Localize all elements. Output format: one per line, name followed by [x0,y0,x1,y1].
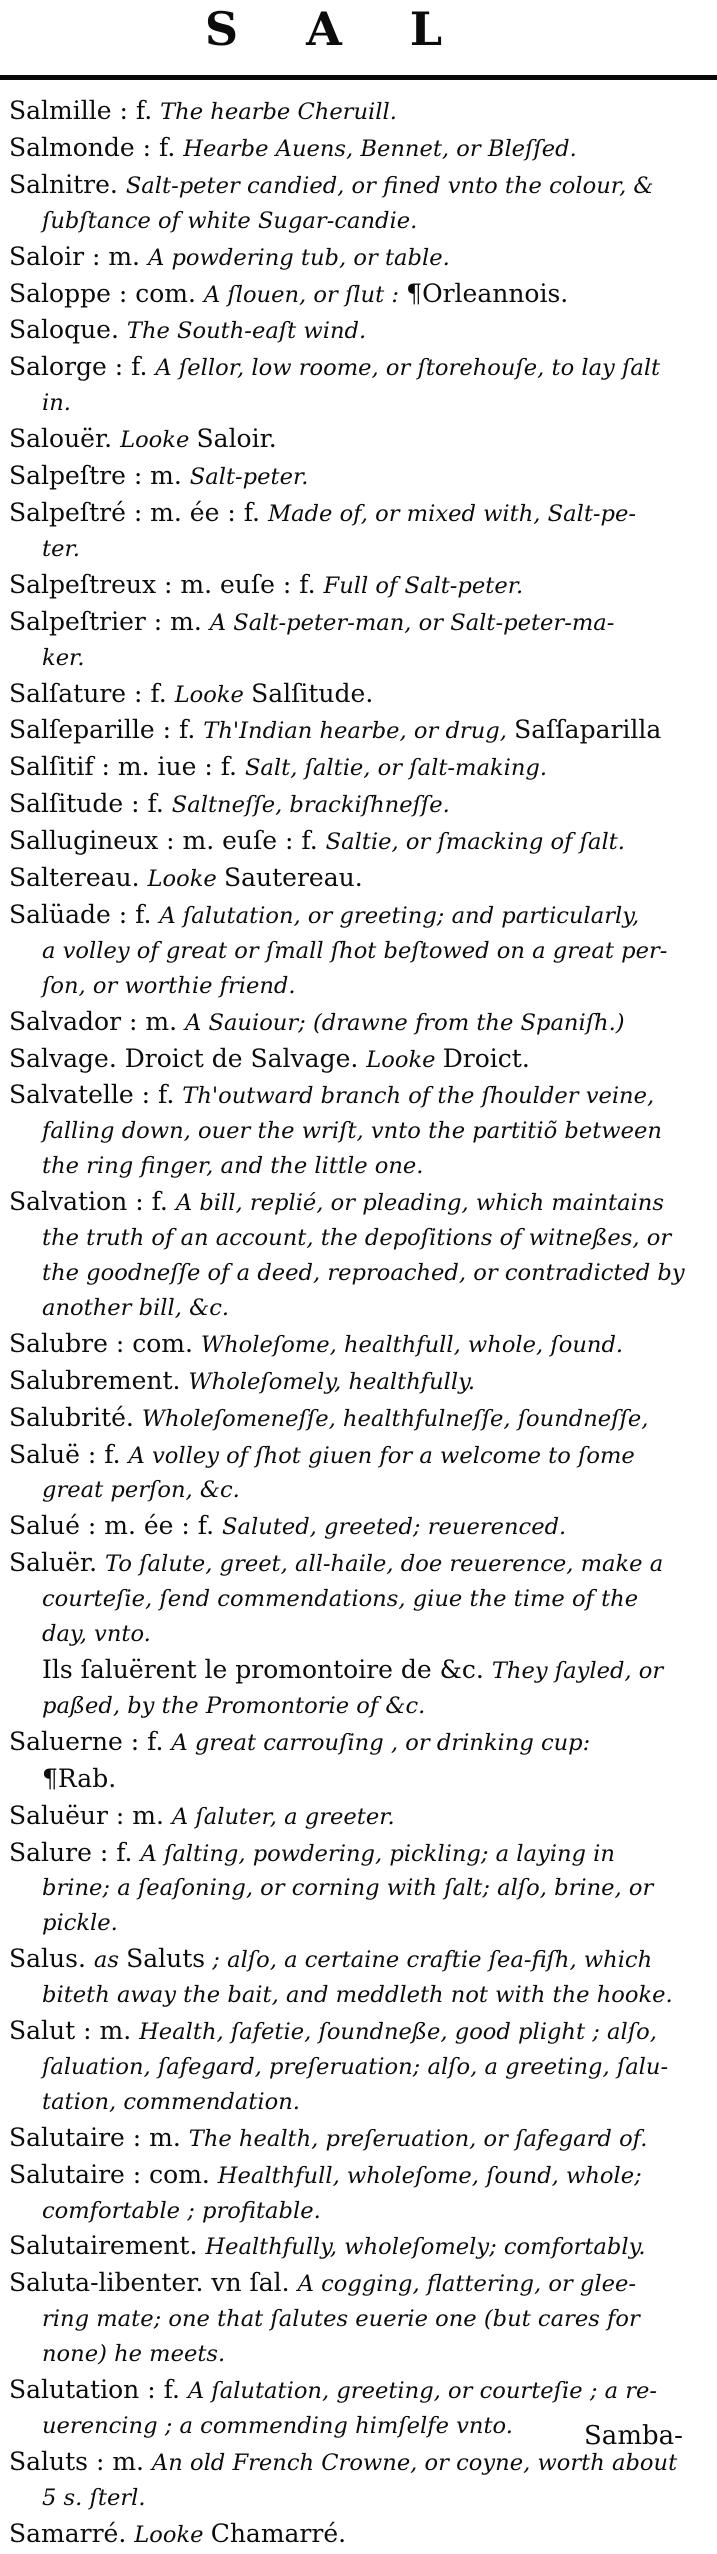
italic-segment: comfortable ; profitable. [42,2197,321,2224]
entry-line [9,568,711,605]
roman-segment: Salouër. [9,424,121,454]
roman-segment: Saſſaparilla [514,715,662,745]
italic-segment: An old French Crowne, or coyne, worth about [151,2449,678,2476]
dictionary-entry [9,496,711,568]
italic-segment: Looke [120,427,197,454]
dictionary-entry [9,1725,711,1799]
entry-line [9,1509,711,1546]
italic-segment: A ſlouen, or ſlut : [203,281,407,308]
italic-segment: the ring finger, and the little one. [42,1153,424,1180]
italic-segment: Healthfully, wholeſomely; comfortably. [205,2234,646,2261]
dictionary-entry [9,1364,711,1401]
entry-line [9,824,711,861]
entry-line [9,605,711,642]
italic-segment: To ſalute, greet, all-haile, doe reuerence, make a [105,1551,664,1578]
entry-line [9,861,711,898]
entry-line [9,168,711,205]
italic-segment: ; alſo, a certaine craftie ſea-fiſh, which [205,1947,653,1974]
italic-segment: They ſayled, or [491,1657,664,1684]
italic-segment: another bill, &c. [42,1294,230,1321]
header-rule [0,75,717,80]
dictionary-entry [9,422,711,459]
italic-segment: brine; a ſeaſoning, or corning with ſalt; alſo, brine, or [42,1875,654,1902]
entry-line [9,94,711,131]
italic-segment: 5 s. ſterl. [42,2484,146,2511]
italic-segment: Hearbe Auens, Bennet, or Bleſſed. [183,135,577,162]
entry-line [9,240,711,277]
roman-segment: Salvatelle : f. [9,1080,183,1110]
dictionary-entry [9,131,711,168]
italic-segment: ter. [42,535,80,562]
roman-segment: Salus. [9,1944,94,1974]
roman-segment: Salué : m. ée : f. [9,1511,223,1541]
italic-segment: A ſellor, low roome, or ſtorehouſe, to lay ſalt [155,355,661,382]
roman-segment: Saluerne : f. [9,1726,172,1756]
entry-line [9,2266,711,2303]
dictionary-entry [9,168,711,240]
dictionary-entry [9,94,711,131]
italic-segment: ſon, or worthie friend. [42,972,296,999]
italic-segment: pickle. [42,1910,118,1937]
roman-segment: Sautereau. [223,863,363,893]
entry-line [9,1690,711,1725]
dictionary-entry [9,1327,711,1364]
dictionary-entry [9,861,711,898]
italic-segment: great perſon, &c. [42,1477,240,1504]
italic-segment: Looke [174,681,252,708]
italic-segment: day, vnto. [42,1621,151,1648]
italic-segment: tation, commendation. [42,2088,300,2115]
italic-segment: ker. [42,644,85,671]
roman-segment: Salvage. Droict de Salvage. [9,1043,367,1073]
entry-line [9,1546,711,1583]
entry-line [9,1115,711,1150]
roman-segment: Ils ſaluërent le promontoire de &c. [42,1654,492,1684]
roman-segment: ¶Orleannois. [406,278,569,308]
dictionary-entry [9,2229,711,2266]
roman-segment: Salnitre. [9,169,126,199]
italic-segment: a volley of great or ſmall ſhot beſtowed on a great per- [42,937,668,964]
italic-segment: Saltneſſe, brackiſhneſſe. [171,792,450,819]
dictionary-entry [9,568,711,605]
italic-segment: Salt-peter. [189,464,309,491]
entry-line [9,2014,711,2051]
entry-line [9,1836,711,1873]
italic-segment: A powdering tub, or table. [147,244,450,271]
italic-segment: Looke [134,2521,211,2548]
entry-line [9,1618,711,1653]
roman-segment: Salubre : com. [9,1328,201,1358]
italic-segment: The South-eaſt wind. [126,318,367,345]
dictionary-entry [9,350,711,422]
entry-line [9,2517,711,2554]
entry-line [9,313,711,350]
entry-line [9,1078,711,1115]
entry-line [9,713,711,750]
italic-segment: Made of, or mixed with, Salt-pe- [267,500,637,527]
roman-segment: Salvador : m. [9,1006,185,1036]
dictionary-entry [9,1836,711,1943]
page-header-letters: S A L [204,2,469,56]
roman-segment: Samarré. [9,2518,135,2548]
entry-line [9,935,711,970]
entry-line [9,1799,711,1836]
italic-segment: Looke [366,1046,443,1073]
italic-segment: A ſalting, powdering, pickling; a laying in [140,1840,615,1867]
italic-segment: in. [42,390,71,417]
entry-line [9,2482,711,2517]
italic-segment: A ſalutation, or greeting; and particularly, [159,902,640,929]
entry-line [9,2229,711,2266]
roman-segment: Salpeſtreux : m. euſe : f. [9,569,324,599]
dictionary-entry [9,240,711,277]
dictionary-entry [9,898,711,1005]
dictionary-entry [9,2121,711,2158]
entry-line [9,1292,711,1327]
dictionary-entry [9,1799,711,1836]
roman-segment: Salſeparille : f. [9,715,204,745]
entry-line [9,205,711,240]
dictionary-entry [9,2517,711,2554]
entry-line [9,1327,711,1364]
roman-segment: Salpeſtre : m. [9,461,190,491]
entry-line [9,642,711,677]
entry-line [9,2373,711,2410]
italic-segment: courteſie, ſend commendations, giue the time of the [42,1586,639,1613]
roman-segment: Saloppe : com. [9,278,204,308]
roman-segment: Saloque. [9,315,127,345]
entry-line [9,1401,711,1438]
italic-segment: A great carrouſing , or drinking cup: [171,1729,591,1756]
entry-line [9,2086,711,2121]
entry-line [9,533,711,568]
entry-line [9,1474,711,1509]
roman-segment: Sallugineux : m. euſe : f. [9,826,326,856]
entry-line [9,1762,711,1799]
roman-segment: Salutairement. [9,2231,206,2261]
entry-line [9,1257,711,1292]
dictionary-entry [9,605,711,677]
entry-line [9,970,711,1005]
entry-line [9,459,711,496]
dictionary-entry [9,1185,711,1327]
roman-segment: Salubrement. [9,1365,189,1395]
dictionary-entry [9,2158,711,2230]
italic-segment: biteth away the bait, and meddleth not with the hooke. [42,1982,673,2009]
roman-segment: Saloir. [196,424,277,454]
dictionary-entry [9,750,711,787]
roman-segment: Salſitif : m. iue : f. [9,752,245,782]
roman-segment: Salſature : f. [9,678,175,708]
entry-line [9,2303,711,2338]
italic-segment: Wholeſomeneſſe, healthfulneſſe, ſoundneſſe, [141,1405,649,1432]
italic-segment: A bill, replié, or pleading, which maintains [175,1190,664,1217]
dictionary-entry [9,824,711,861]
roman-segment: Saluts : m. [9,2446,152,2476]
entry-line [9,277,711,314]
entry-line [9,1222,711,1257]
entry-line [9,1185,711,1222]
entry-line [9,1872,711,1907]
roman-segment: Saltereau. [9,863,148,893]
roman-segment: Salpeſtré : m. ée : f. [9,497,268,527]
italic-segment: Salt, ſaltie, or ſalt-making. [244,755,548,782]
italic-segment: The health, preſeruation, or ſafegard of. [188,2125,648,2152]
dictionary-entry [9,1942,711,2014]
catchword: Samba- [584,2421,683,2451]
italic-segment: Saltie, or ſmacking of ſalt. [325,829,625,856]
italic-segment: Wholeſome, healthfull, whole, ſound. [200,1331,624,1358]
italic-segment: Th'Indian hearbe, or drug, [203,718,515,745]
entry-line [9,1364,711,1401]
italic-segment: ſubſtance of white Sugar-candie. [42,207,418,234]
entry-line [9,898,711,935]
roman-segment: Saluër. [9,1548,106,1578]
roman-segment: Saloir : m. [9,241,148,271]
italic-segment: A Salt-peter-man, or Salt-peter-ma- [209,609,615,636]
entry-line [9,2195,711,2230]
entry-line [9,2121,711,2158]
roman-segment: Droict. [442,1043,530,1073]
dictionary-entry [9,1438,711,1510]
dictionary-entry [9,1546,711,1725]
italic-segment: none) he meets. [42,2341,226,2368]
italic-segment: the goodneſſe of a deed, reproached, or contradicted by [42,1260,685,1286]
entry-line [9,677,711,714]
italic-segment: The hearbe Cheruill. [160,99,397,125]
entry-line [9,1725,711,1762]
entry-line [9,787,711,824]
italic-segment: falling down, ouer the wriſt, vnto the partitiõ between [42,1118,662,1145]
roman-segment: Salmonde : f. [9,132,184,162]
entry-line [9,1042,711,1079]
italic-segment: Healthfull, wholeſome, ſound, whole; [217,2162,642,2189]
roman-segment: Saluë : f. [9,1439,129,1469]
dictionary-entry [9,713,711,750]
italic-segment: the truth of an account, the depoſitions of witneßes, or [42,1225,672,1252]
entry-line [9,1942,711,1979]
italic-segment: A cogging, flattering, or glee- [297,2271,636,2298]
dictionary-entry [9,1078,711,1185]
entry-line [9,1907,711,1942]
dictionary-entry [9,677,711,714]
roman-segment: Salutation : f. [9,2375,188,2405]
dictionary-entry [9,459,711,496]
entry-line [9,422,711,459]
entry-line [9,2338,711,2373]
roman-segment: Salüade : f. [9,899,160,929]
dictionary-entry [9,1401,711,1438]
entry-line [9,1438,711,1475]
entry-line [9,1005,711,1042]
dictionary-entry [9,787,711,824]
roman-segment: Salmille : f. [9,96,161,125]
dictionary-entry [9,1005,711,1042]
roman-segment: Saluëur : m. [9,1800,172,1830]
italic-segment: A Sauiour; (drawne from the Spaniſh.) [184,1009,625,1036]
roman-segment: Salubrité. [9,1402,142,1432]
roman-segment: Saluta-libenter. vn ſal. [9,2268,298,2298]
entry-line [9,2158,711,2195]
dictionary-entry [9,2445,711,2517]
italic-segment: A ſalutation, greeting, or courteſie ; a re- [187,2378,658,2405]
italic-segment: as [93,1947,127,1974]
italic-segment: Wholeſomely, healthfully. [188,1368,476,1395]
entry-line [9,2051,711,2086]
italic-segment: Full of Salt-peter. [323,572,524,599]
italic-segment: Th'outward branch of the ſhoulder veine, [182,1083,655,1110]
dictionary-entry [9,2014,711,2121]
roman-segment: Chamarré. [210,2518,347,2548]
entry-line [9,1150,711,1185]
entry-line [9,350,711,387]
italic-segment: paßed, by the Promontorie of &c. [42,1692,426,1719]
roman-segment: Salſitude : f. [9,789,172,819]
dictionary-entry [9,1509,711,1546]
roman-segment: Salvation : f. [9,1187,176,1217]
italic-segment: Looke [147,866,224,893]
dictionary-entry [9,2266,711,2373]
roman-segment: Salut : m. [9,2016,140,2046]
entry-line [9,387,711,422]
italic-segment: Salt-peter candied, or fined vnto the colour, & [125,172,654,199]
entry-line [9,1583,711,1618]
entry-line [9,131,711,168]
roman-segment: Salure : f. [9,1837,141,1867]
italic-segment: A ſaluter, a greeter. [171,1803,395,1830]
entry-line [9,1653,711,1690]
italic-segment: Health, ſafetie, ſoundneße, good plight ; alſo, [139,2019,657,2046]
roman-segment: Salutaire : com. [9,2159,218,2189]
italic-segment: ſaluation, ſafegard, preſeruation; alſo, a greeting, ſalu- [42,2053,669,2080]
roman-segment: Salutaire : m. [9,2122,189,2152]
roman-segment: Saluts [126,1944,206,1974]
entry-line [9,496,711,533]
dictionary-column [9,94,711,2554]
roman-segment: Salorge : f. [9,352,156,382]
roman-segment: Salpeſtrier : m. [9,606,210,636]
entry-line [9,750,711,787]
italic-segment: ring mate; one that ſalutes euerie one (but cares for [42,2306,640,2333]
dictionary-entry [9,277,711,314]
italic-segment: Saluted, greeted; reuerenced. [222,1514,567,1541]
entry-line [9,1979,711,2014]
dictionary-entry [9,313,711,350]
roman-segment: ¶Rab. [42,1763,117,1793]
roman-segment: Salſitude. [251,678,374,708]
italic-segment: A volley of ſhot giuen for a welcome to ſome [128,1442,635,1469]
dictionary-entry [9,1042,711,1079]
italic-segment: uerencing ; a commending himſelfe vnto. [42,2413,513,2439]
